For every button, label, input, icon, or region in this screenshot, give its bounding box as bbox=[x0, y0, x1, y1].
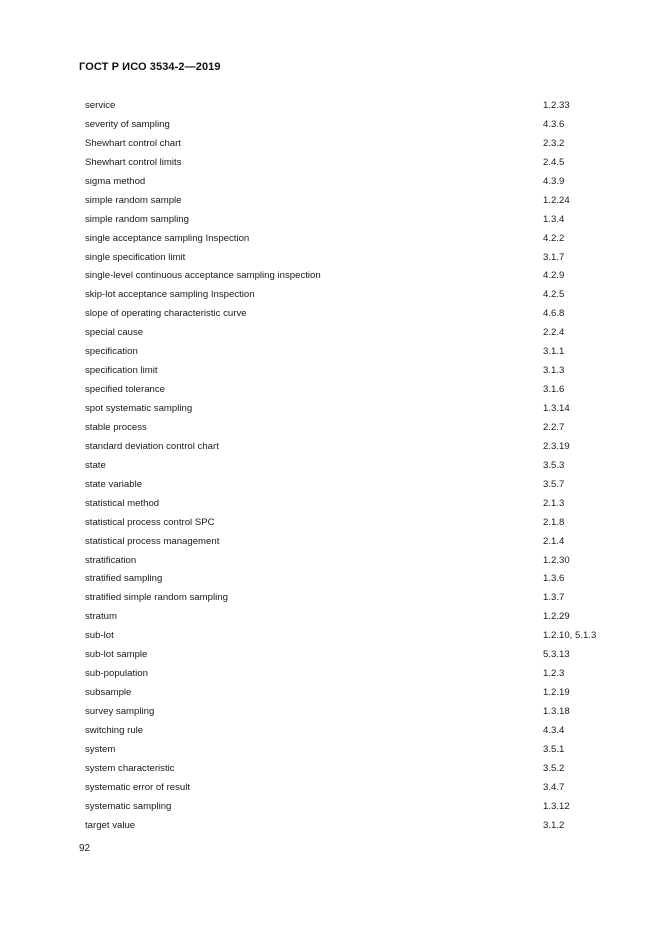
index-term: special cause bbox=[85, 327, 144, 339]
index-entry bbox=[85, 192, 605, 211]
index-reference: 3.5.3 bbox=[543, 459, 565, 471]
index-entry bbox=[85, 343, 605, 362]
index-reference: 1.3.14 bbox=[543, 403, 570, 414]
index-reference: 4.6.8 bbox=[543, 308, 565, 320]
index-term: sub-lot sample bbox=[85, 649, 148, 661]
page-header: ГОСТ Р ИСО 3534-2—2019 bbox=[79, 61, 221, 73]
index-entry bbox=[85, 741, 605, 760]
index-reference: 1.2.10, 5.1.3 bbox=[543, 630, 597, 642]
index-entry bbox=[85, 514, 605, 533]
index-reference: 3.1.2 bbox=[543, 819, 565, 831]
index-term: single-level continuous acceptance sampling inspection bbox=[85, 270, 321, 282]
index-entry bbox=[85, 684, 605, 703]
index-entry bbox=[85, 817, 605, 836]
index-entry bbox=[85, 570, 605, 589]
index-entry bbox=[85, 324, 605, 343]
index-term: single specification limit bbox=[85, 251, 186, 263]
index-reference: 2.2.7 bbox=[543, 421, 565, 433]
index-entry bbox=[85, 154, 605, 173]
index-reference: 1.2.33 bbox=[543, 100, 570, 111]
index-term: stratified simple random sampling bbox=[85, 592, 228, 604]
index-entry bbox=[85, 552, 605, 571]
index-term: statistical process management bbox=[85, 535, 220, 547]
index-term: sigma method bbox=[85, 175, 146, 187]
index-reference: 3.5.7 bbox=[543, 478, 565, 490]
index-reference: 1.2.3 bbox=[543, 668, 565, 680]
index-entry bbox=[85, 627, 605, 646]
index-term: survey sampling bbox=[85, 706, 155, 717]
index-entry bbox=[85, 589, 605, 608]
index-entry bbox=[85, 533, 605, 552]
index-reference: 2.2.4 bbox=[543, 327, 565, 339]
index-term: simple random sample bbox=[85, 194, 182, 206]
index-term: system bbox=[85, 743, 116, 755]
index-entry bbox=[85, 249, 605, 268]
index-entry bbox=[85, 116, 605, 135]
index-term: subsample bbox=[85, 687, 132, 699]
index-reference: 4.3.9 bbox=[543, 175, 565, 187]
index-term: severity of sampling bbox=[85, 118, 170, 130]
index-reference: 1.2.24 bbox=[543, 194, 570, 206]
index-entry bbox=[85, 305, 605, 324]
index-entry bbox=[85, 798, 605, 817]
page-number: 92 bbox=[79, 843, 91, 854]
index-reference: 2.1.4 bbox=[543, 535, 565, 547]
index-reference: 1.3.18 bbox=[543, 706, 570, 717]
index-entry bbox=[85, 211, 605, 230]
index-term: systematic error of result bbox=[85, 781, 191, 793]
index-term: stratified sampling bbox=[85, 573, 163, 585]
index-entry bbox=[85, 230, 605, 249]
index-term: switching rule bbox=[85, 724, 144, 736]
index-entry bbox=[85, 362, 605, 381]
index-term: spot systematic sampling bbox=[85, 403, 193, 414]
index-reference: 4.2.9 bbox=[543, 270, 565, 282]
index-list bbox=[85, 97, 605, 836]
index-term: specification limit bbox=[85, 365, 158, 377]
index-reference: 3.1.1 bbox=[543, 346, 565, 358]
index-reference: 5.3.13 bbox=[543, 649, 570, 661]
index-entry bbox=[85, 646, 605, 665]
index-entry bbox=[85, 97, 605, 116]
index-term: system characteristic bbox=[85, 762, 175, 774]
index-term: single acceptance sampling Inspection bbox=[85, 232, 250, 244]
index-reference: 1.2.30 bbox=[543, 554, 570, 566]
index-term: sub-lot bbox=[85, 630, 114, 642]
index-term: target value bbox=[85, 819, 136, 831]
index-entry bbox=[85, 381, 605, 400]
index-reference: 2.3.19 bbox=[543, 440, 570, 452]
index-reference: 3.4.7 bbox=[543, 781, 565, 793]
index-entry bbox=[85, 495, 605, 514]
index-reference: 4.3.6 bbox=[543, 118, 565, 130]
index-entry bbox=[85, 779, 605, 798]
index-entry bbox=[85, 135, 605, 154]
index-term: specification bbox=[85, 346, 138, 358]
index-reference: 1.3.7 bbox=[543, 592, 565, 604]
index-entry bbox=[85, 286, 605, 305]
index-reference: 3.5.2 bbox=[543, 762, 565, 774]
index-reference: 4.2.2 bbox=[543, 232, 565, 244]
index-reference: 1.2.29 bbox=[543, 611, 570, 623]
index-reference: 2.1.3 bbox=[543, 497, 565, 509]
index-reference: 3.1.6 bbox=[543, 384, 565, 396]
index-entry bbox=[85, 608, 605, 627]
index-term: Shewhart control limits bbox=[85, 156, 182, 168]
index-term: systematic sampling bbox=[85, 800, 172, 812]
index-term: state variable bbox=[85, 478, 143, 490]
index-term: standard deviation control chart bbox=[85, 440, 219, 452]
index-reference: 4.2.5 bbox=[543, 289, 565, 301]
index-entry bbox=[85, 476, 605, 495]
index-entry bbox=[85, 703, 605, 722]
index-reference: 3.1.3 bbox=[543, 365, 565, 377]
index-term: skip-lot acceptance sampling Inspection bbox=[85, 289, 255, 301]
index-term: service bbox=[85, 100, 116, 111]
index-term: statistical method bbox=[85, 497, 160, 509]
index-term: statistical process control SPC bbox=[85, 516, 215, 528]
index-term: sub-population bbox=[85, 668, 148, 680]
index-reference: 1.3.4 bbox=[543, 213, 565, 225]
index-term: slope of operating characteristic curve bbox=[85, 308, 247, 320]
index-entry bbox=[85, 173, 605, 192]
index-entry bbox=[85, 419, 605, 438]
index-term: stable process bbox=[85, 421, 147, 433]
index-reference: 2.1.8 bbox=[543, 516, 565, 528]
index-term: state bbox=[85, 459, 106, 471]
index-term: stratification bbox=[85, 554, 137, 566]
index-entry bbox=[85, 760, 605, 779]
index-term: stratum bbox=[85, 611, 117, 623]
index-reference: 1.3.12 bbox=[543, 800, 570, 812]
index-entry bbox=[85, 438, 605, 457]
index-term: Shewhart control chart bbox=[85, 137, 181, 149]
index-reference: 2.4.5 bbox=[543, 156, 565, 168]
index-reference: 3.5.1 bbox=[543, 743, 565, 755]
index-entry bbox=[85, 400, 605, 419]
index-reference: 3.1.7 bbox=[543, 251, 565, 263]
index-term: simple random sampling bbox=[85, 213, 189, 225]
index-reference: 1.3.6 bbox=[543, 573, 565, 585]
index-entry bbox=[85, 722, 605, 741]
index-reference: 4.3.4 bbox=[543, 724, 565, 736]
index-entry bbox=[85, 665, 605, 684]
index-reference: 1.2.19 bbox=[543, 687, 570, 699]
index-term: specified tolerance bbox=[85, 384, 165, 396]
index-reference: 2.3.2 bbox=[543, 137, 565, 149]
index-entry bbox=[85, 267, 605, 286]
index-entry bbox=[85, 457, 605, 476]
